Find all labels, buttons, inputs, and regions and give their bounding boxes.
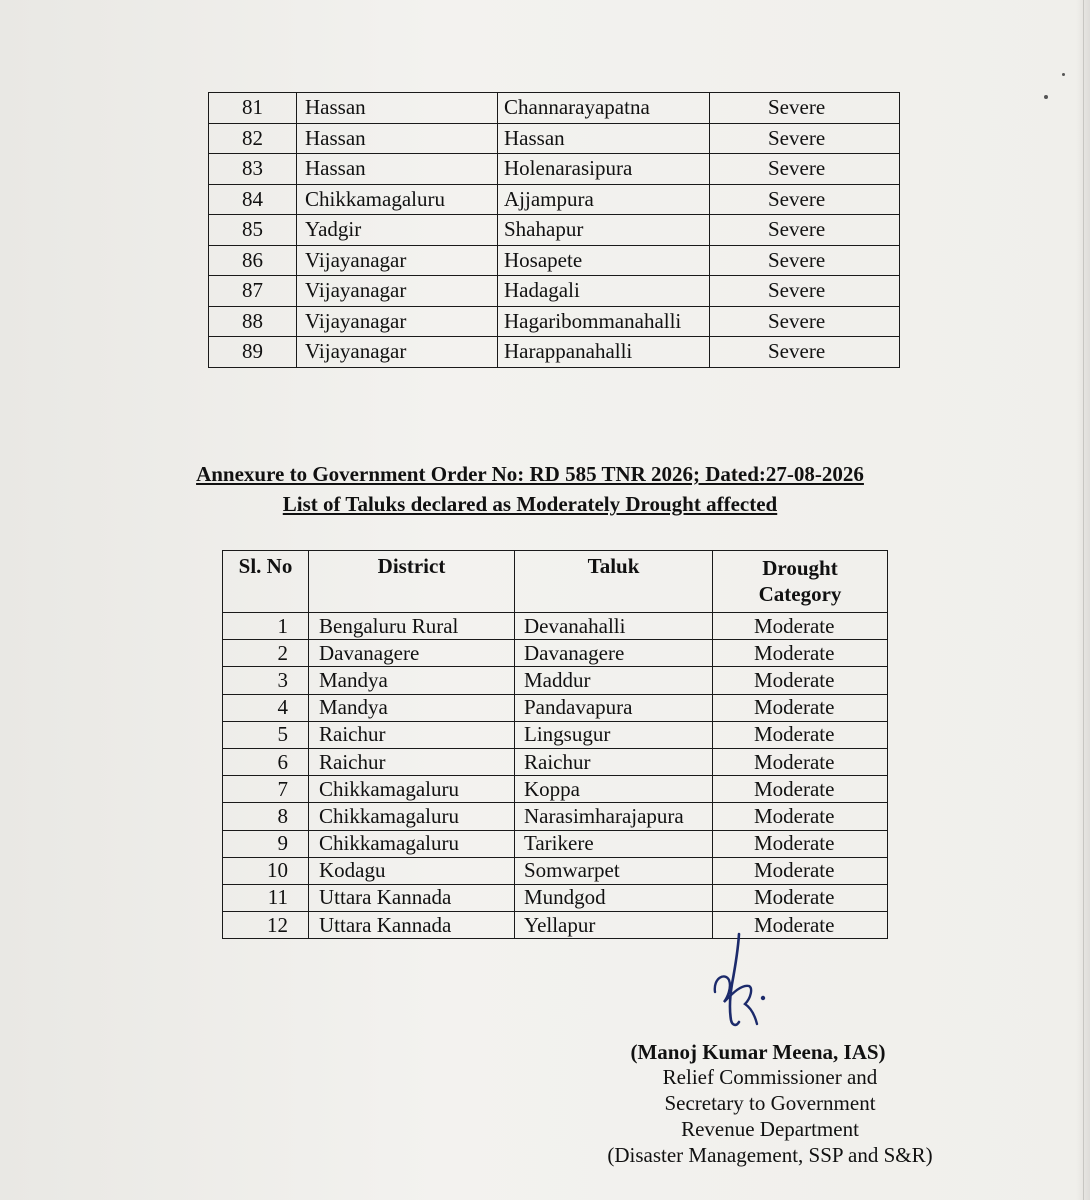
cell-taluk: Devanahalli [515,613,713,640]
cell-drought-category: Moderate [713,912,888,939]
table-row [223,857,888,884]
cell-sl-no: 7 [223,776,309,803]
table-row [223,912,888,939]
header-category-line1: Drought [762,556,838,580]
cell-sl-no: 81 [209,93,297,124]
cell-sl-no: 9 [223,830,309,857]
cell-drought-category: Moderate [713,667,888,694]
table-row [223,613,888,640]
signatory-title-line4: (Disaster Management, SSP and S&R) [607,1143,933,1167]
cell-drought-category: Moderate [713,857,888,884]
moderate-taluks-table-body [223,613,888,939]
cell-district: Chikkamagaluru [309,803,515,830]
cell-sl-no: 5 [223,721,309,748]
table-row [209,276,900,307]
cell-drought-category: Severe [710,154,900,185]
table-row [223,667,888,694]
table-header-row [223,551,888,613]
signatory-title-line1: Relief Commissioner and [662,1065,878,1089]
cell-taluk: Hassan [498,123,710,154]
cell-district: Hassan [297,93,498,124]
cell-district: Raichur [309,748,515,775]
cell-taluk: Maddur [515,667,713,694]
cell-taluk: Yellapur [515,912,713,939]
cell-drought-category: Severe [710,276,900,307]
cell-taluk: Raichur [515,748,713,775]
annexure-title: Annexure to Government Order No: RD 585 TNR 2026; Dated:27-08-2026 [196,462,864,486]
cell-district: Kodagu [309,857,515,884]
cell-district: Yadgir [297,215,498,246]
cell-drought-category: Severe [710,184,900,215]
header-sl-no: Sl. No [223,551,309,613]
cell-district: Bengaluru Rural [309,613,515,640]
cell-sl-no: 83 [209,154,297,185]
header-category-line2: Category [758,581,842,606]
header-taluk: Taluk [515,551,713,613]
cell-drought-category: Moderate [713,830,888,857]
moderate-taluks-table [222,550,888,939]
cell-district: Mandya [309,667,515,694]
cell-taluk: Somwarpet [515,857,713,884]
cell-sl-no: 3 [223,667,309,694]
cell-taluk: Harappanahalli [498,337,710,368]
cell-sl-no: 6 [223,748,309,775]
cell-district: Vijayanagar [297,337,498,368]
severe-taluks-table [208,92,900,368]
table-row [223,721,888,748]
cell-sl-no: 1 [223,613,309,640]
cell-sl-no: 88 [209,306,297,337]
cell-sl-no: 87 [209,276,297,307]
cell-drought-category: Moderate [713,776,888,803]
cell-taluk: Mundgod [515,884,713,911]
signatory-name: (Manoj Kumar Meena, IAS) [630,1040,886,1064]
table-row [223,694,888,721]
table-row [223,803,888,830]
table-row [223,748,888,775]
table-row [223,640,888,667]
table-row [209,215,900,246]
cell-drought-category: Severe [710,337,900,368]
cell-district: Vijayanagar [297,306,498,337]
cell-drought-category: Moderate [713,884,888,911]
cell-sl-no: 4 [223,694,309,721]
cell-sl-no: 82 [209,123,297,154]
cell-district: Uttara Kannada [309,912,515,939]
cell-drought-category: Moderate [713,694,888,721]
cell-taluk: Holenarasipura [498,154,710,185]
cell-district: Vijayanagar [297,276,498,307]
cell-district: Chikkamagaluru [309,830,515,857]
cell-sl-no: 84 [209,184,297,215]
cell-taluk: Channarayapatna [498,93,710,124]
cell-drought-category: Severe [710,306,900,337]
cell-drought-category: Moderate [713,613,888,640]
cell-taluk: Narasimharajapura [515,803,713,830]
cell-taluk: Pandavapura [515,694,713,721]
cell-sl-no: 85 [209,215,297,246]
cell-district: Davanagere [309,640,515,667]
table-row [209,154,900,185]
cell-sl-no: 2 [223,640,309,667]
cell-drought-category: Moderate [713,803,888,830]
cell-taluk: Hagaribommanahalli [498,306,710,337]
header-drought-category [713,551,888,613]
cell-sl-no: 89 [209,337,297,368]
cell-district: Hassan [297,154,498,185]
cell-taluk: Hadagali [498,276,710,307]
cell-taluk: Lingsugur [515,721,713,748]
header-district: District [309,551,515,613]
table-row [223,776,888,803]
cell-drought-category: Moderate [713,640,888,667]
signatory-title-line3: Revenue Department [681,1117,859,1141]
handwritten-signature [705,932,775,1032]
cell-drought-category: Moderate [713,721,888,748]
cell-taluk: Tarikere [515,830,713,857]
cell-taluk: Shahapur [498,215,710,246]
cell-district: Uttara Kannada [309,884,515,911]
cell-drought-category: Moderate [713,748,888,775]
cell-district: Mandya [309,694,515,721]
cell-district: Chikkamagaluru [297,184,498,215]
cell-drought-category: Severe [710,123,900,154]
cell-drought-category: Severe [710,215,900,246]
cell-taluk: Hosapete [498,245,710,276]
cell-drought-category: Severe [710,245,900,276]
cell-taluk: Davanagere [515,640,713,667]
table-row [223,884,888,911]
cell-sl-no: 11 [223,884,309,911]
annexure-subtitle: List of Taluks declared as Moderately Drought affected [282,492,778,516]
cell-district: Raichur [309,721,515,748]
cell-district: Vijayanagar [297,245,498,276]
table-row [209,337,900,368]
speck [1062,73,1065,76]
cell-drought-category: Severe [710,93,900,124]
cell-sl-no: 12 [223,912,309,939]
cell-district: Chikkamagaluru [309,776,515,803]
signatory-title-line2: Secretary to Government [664,1091,876,1115]
cell-taluk: Ajjampura [498,184,710,215]
cell-sl-no: 8 [223,803,309,830]
table-row [209,93,900,124]
page-edge-line [1083,0,1084,1200]
table-row [209,306,900,337]
table-row [209,184,900,215]
severe-taluks-table-body [209,93,900,368]
table-row [209,123,900,154]
cell-taluk: Koppa [515,776,713,803]
cell-sl-no: 86 [209,245,297,276]
speck [1044,95,1048,99]
cell-sl-no: 10 [223,857,309,884]
cell-district: Hassan [297,123,498,154]
table-row [209,245,900,276]
table-row [223,830,888,857]
